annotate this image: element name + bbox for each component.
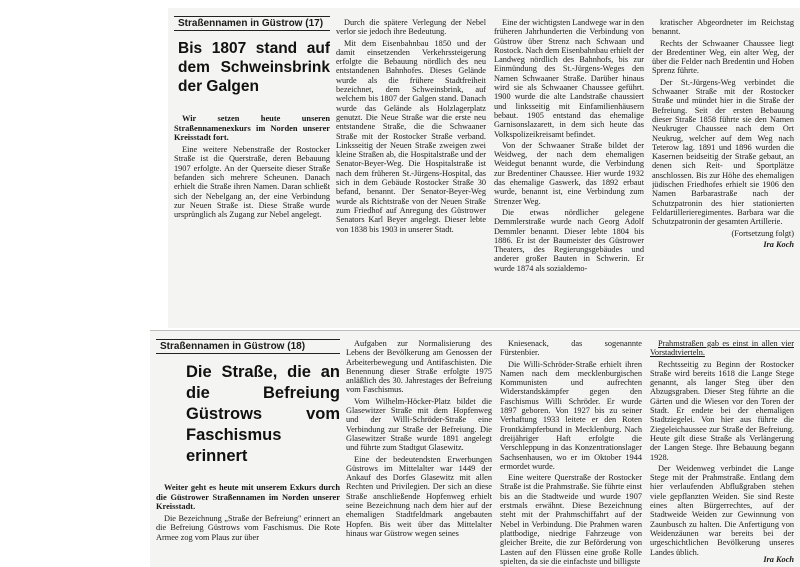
article-17-column-2: [336, 18, 486, 322]
article-17-column-4: [652, 18, 794, 322]
article-17-col2-paragraph-2: Mit dem Eisenbahnbau 1850 und der damit einsetzenden Verkehrssteigerung erfolgte die Bebauung nördlich des neu entstandenen Bahnhofes. Dieses Gelände wurde als die frühere Stadtfreiheit bezeichnet, dem Schweinsbrink, auf welchem bis 1807 der Galgen stand. Danach wurde das Gelände als Holzlagerplatz genutzt. Die Neue Straße war die erste neu entstandene Straße, die die Schwaaner Straße mit der Rostocker Straße verband. Linksseitig der Neuen Straße zweigen zwei kleine Straßen ab, die Hospitalstraße und der Senator-Beyer-Weg. Die Hospitalstraße ist nach dem früheren St.-Jürgens-Hospital, das sich in dem Gebäude Rostocker Straße 30 befand, benannt. Der Senator-Beyer-Weg wurde als Richtstraße von der Neuen Straße zum Friedhof auf Anregung des Güstrower Senators Karl Beyer angelegt. Dieser lebte von 1838 bis 1903 in unserer Stadt.: [336, 38, 486, 234]
article-18-series-title: Straßennamen in Güstrow (18): [156, 339, 340, 354]
article-17-author: Ira Koch: [763, 239, 794, 249]
article-18-col4-paragraph-1: Prahmstraßen gab es einst in allen vier Vorstadtvierteln.: [650, 339, 794, 358]
article-18-col3-paragraph-3: Eine weitere Querstraße der Rostocker Straße ist die Prahmstraße. Sie führte einst bis an die Stadtweide und wurde 1907 erstmals erwähnt. Diese Bezeichnung steht mit der Prahmschiffahrt auf der Nebel in Verbindung. Die Prahmen waren plattbodige, niedrige Fahrzeuge von gleicher Breite, die zur Beförderung von Lasten auf den Flüssen eine große Rolle spielten, da sie die einfachste und billigste: [500, 473, 642, 566]
article-18-author: Ira Koch: [763, 555, 794, 564]
article-17-col4-paragraph-2: Rechts der Schwaaner Chaussee liegt der Bredentiner Weg, ein alter Weg, der über die Felder nach Bredentin und Hoben Sprenz führte.: [652, 38, 794, 76]
article-18-headline: Die Straße, die an die Befreiung Güstrows vom Faschismus erinnert: [186, 363, 340, 466]
article-18-column-3: [500, 339, 642, 567]
article-18-col4-paragraph-2: Rechtsseitig zu Beginn der Rostocker Straße wird bereits 1618 die Lange Stege genannt, als langer Steg über den Abzugsgraben. Dieser Steg führte an die Gärten und die Wiesen vor den Toren der Stadt. Er endete bei der ehemaligen Stadtziegelei. Von hier aus führte die Ziegeleichaussee zur Straße der Befreiung. Heute gilt diese Straße als Verlängerung der Langen Stege. Ihre Bebauung begann 1928.: [650, 359, 794, 462]
article-18-col3-paragraph-1: Kniesenack, das sogenannte Fürstenbier.: [500, 339, 642, 358]
article-17-col4-paragraph-3: Der St.-Jürgens-Weg verbindet die Schwaaner Straße mit der Rostocker Straße und mündet hier in die Straße der Befreiung. Seit der ersten Bebauung dieser Straße 1858 führte sie den Namen Neukruger Chaussee nach dem Ort Neukrug, welcher auf dem Weg nach Teterow lag. 1891 und 1896 wurden die Kasernen beidseitig der Straße gebaut, an denen sich Reit- und Sportplätze anschlossen. Bis zur Höhe des ehemaligen jüdischen Friedhofes erhielt sie 1906 den Namen Barbarastraße nach der Schutzpatronin des hier stationierten Feldartillerieregimentes. Barbara war die Schutzpatronin der gesamten Artillerie.: [652, 77, 794, 227]
article-17-col2-paragraph-1: Durch die spätere Verlegung der Nebel verlor sie jedoch ihre Bedeutung.: [336, 18, 486, 37]
article-17-clipping: [168, 8, 800, 328]
article-17-col3-paragraph-2: Von der Schwaaner Straße bildet der Weidweg, der nach dem ehemaligen Weidegut benannt wurde, die Verbindung zur Bredentiner Chaussee. Hier wurde 1932 das ehemalige Gaswerk, das 1892 erbaut wurde, benannt ist, eine Verbindung zum Strenzer Weg.: [494, 140, 644, 206]
article-18-column-1: [156, 339, 340, 567]
article-17-column-3: [494, 18, 644, 322]
article-18-column-4: [650, 339, 794, 561]
article-18-column-2: [346, 339, 492, 567]
article-18-col2-paragraph-1: Aufgaben zur Normalisierung des Lebens der Bevölkerung am Genossen der Arbeiterbewegung und Antifaschisten. Die Benennung dieser Straße erfolgte 1975 anläßlich des 30. Jahrestages der Befreiung vom Faschismus.: [346, 339, 492, 395]
article-17-lead: Wir setzen heute unseren Straßennamenexkurs im Norden unserer Kreisstadt fort.: [174, 114, 330, 143]
article-18-lead: Weiter geht es heute mit unserem Exkurs durch die Güstrower Straßennamen im Norden unserer Kreisstadt.: [156, 483, 340, 512]
article-17-continuation: (Fortsetzung folgt): [731, 228, 794, 238]
article-18-col2-paragraph-3: Eine der bedeutendsten Erwerbungen Güstrows im Mittelalter war 1449 der Ankauf des Dorfes Glasewitz mit allen Rechten und Privilegien. Der sich an diese Straße anschließende Hopfenweg erhielt seine Bezeichnung nach dem hier auf der ehemaligen Stadtfeldmark angebauten Hopfen. Bis weit über das Mittelalter hinaus war Güstrow wegen seines: [346, 454, 492, 538]
article-17-series-title: Straßennamen in Güstrow (17): [174, 16, 330, 31]
article-17-column-1: [174, 16, 330, 322]
article-18-col3-paragraph-2: Die Willi-Schröder-Straße erhielt ihren Namen nach dem mecklenburgischen Kommunisten und aufrechten Widerstandskämpfer gegen den Faschismus Willi Schröder. Er wurde 1897 geboren. Von 1927 bis zu seiner Verhaftung 1933 leitete er den Roten Frontkämpferbund in Mecklenburg. Nach dreijähriger Haft erfolgte die Verschleppung in das Konzentrationslager Sachsenhausen, wo er im Oktober 1944 ermordet wurde.: [500, 359, 642, 471]
article-17-col3-paragraph-3: Die etwas nördlicher gelegene Demmlerstraße wurde nach Georg Adolf Demmler benannt. Dieser lebte 1804 bis 1886. Er ist der Baumeister des Güstrower Theaters, des Regierungsgebäudes und anderer großer Bauten in Schwerin. Er wurde 1874 als sozialdemo-: [494, 207, 644, 273]
article-17-col4-paragraph-1: kratischer Abgeordneter im Reichstag benannt.: [652, 18, 794, 37]
article-17-col1-paragraph: Eine weitere Nebenstraße der Rostocker Straße ist die Querstraße, deren Bebauung 1907 erfolgte. An der Querseite dieser Straße befanden sich mehrere Scheunen. Danach erhielt die Straße ihren Namen. Daran schließt sich der Nebelgang an, der eine Verbindung zur Neuen Straße ist. Diese Straße wurde ursprünglich als Zugang zur Nebel angelegt.: [174, 145, 330, 220]
article-18-col4-paragraph-3: Der Weidenweg verbindet die Lange Stege mit der Prahmstraße. Entlang dem hier verlaufenden Abflußgraben stehen viele gepflanzten Weiden. Sie sind Reste eines alten Bürgerrechtes, auf der Stadtweide Weiden zur Gewinnung von Zaunbusch zu halten. Die Anfertigung von Weidenzäunen war bereits bei der urgeschichtlichen Bevölkerung unseres Landes üblich.: [650, 463, 794, 557]
article-17-col3-paragraph-1: Eine der wichtigsten Landwege war in den früheren Jahrhunderten die Verbindung von Güstrow über Strenz nach Schwaan und Rostock. Nach dem Eisenbahnbau erhielt der Landweg nördlich des Bahnhofs, bis zur Einmündung des St.-Jürgens-Weges den Namen Schwaaner Straße. Darüber hinaus wird sie als Schwaaner Chaussee geführt. 1900 wurde die alte Landstraße chaussiert und linksseitig mit Einfamilienhäusern bebaut. 1905 entstand das ehemalige Garnisonslazarett, in dem sich heute das Volkspolizeikreisamt befindet.: [494, 18, 644, 139]
article-18-clipping: [150, 330, 800, 567]
article-18-col1-paragraph: Die Bezeichnung „Straße der Befreiung" erinnert an die Befreiung Güstrows vom Faschismus. Die Rote Armee zog vom Plaus zur über: [156, 514, 340, 542]
article-18-col2-paragraph-2: Vom Wilhelm-Höcker-Platz bildet die Glasewitzer Straße mit dem Hopfenweg und der Willi-Schröder-Straße eine Verbindung zur Straße der Befreiung. Die Glasewitzer Straße wurde 1891 angelegt und führte zum Stadtgut Glasewitz.: [346, 396, 492, 453]
article-17-headline: Bis 1807 stand auf dem Schweinsbrink der Galgen: [178, 40, 330, 96]
